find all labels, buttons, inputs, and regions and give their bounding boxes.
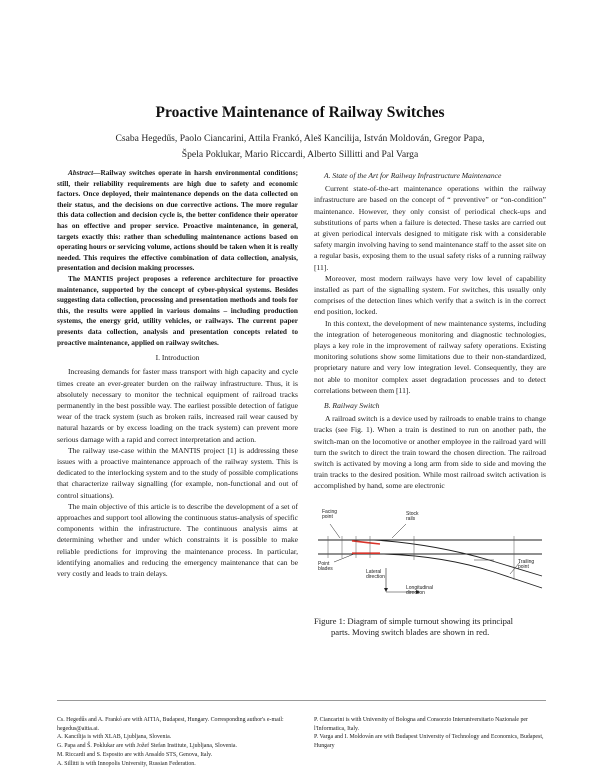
abstract-paragraph-1 — [57, 168, 298, 274]
footnote-affiliation-bologna: P. Ciancarini is with University of Bologna and Consorzio Interuniversitario Nazionale per l'Informatica, Italy. — [314, 717, 528, 732]
state-of-art-paragraph-2: Moreover, most modern railways have very low level of capability installed as part of the signalling system. For switches, this usually only comprises of the detection lines which verify that a switch is in the correct end position, locked. — [314, 273, 546, 317]
sleepers — [328, 536, 514, 580]
railway-switch-paragraph-1: A railroad switch is a device used by railroads to enable trains to change tracks (see Fig. 1). When a train is destined to run on another path, the switch-man on the locomotive or another employee in the railroad yard will turn the switch to direct the train toward the chosen direction. The railroad switch is activated by moving a long arm from side to side and moving the train tracks to the desired position. While most railroad switch activation is accomplished by hand, some are electronic — [314, 414, 546, 491]
pointer-blades — [334, 554, 354, 562]
label-lateral-direction: Lateral direction — [366, 568, 385, 581]
author-list — [50, 131, 550, 163]
label-point-blades: Point blades — [318, 560, 333, 573]
footnote-affiliation-aitia: Cs. Hegedűs and A. Frankó are with AITIA, Budapest, Hungary. Corresponding author's e-mail: hegedus@aitia.ai. — [57, 717, 284, 732]
section-heading-introduction: I. Introduction — [155, 353, 200, 363]
label-trailing-point: Trailing point — [518, 558, 535, 571]
label-facing-point: Facing point — [322, 508, 338, 521]
subsection-heading-state-of-art: A. State of the Art for Railway Infrastructure Maintenance — [324, 171, 502, 180]
footnote-affiliation-xlab: A. Kancilija is with XLAB, Ljubljana, Slovenia. — [57, 734, 172, 741]
abstract-text-1: —Railway switches operate in harsh environmental conditions; still, their reliability requirements are high due to safety and economic factors. Once deployed, their maintenance depends on the data collected on their status, and the decisions on due corrective actions. The more regular this data collection and decision cycle is, the better confidence their operator has on effective and proper service. Proactive maintenance, in general, targets exactly this: rather than scheduling maintenance actions based on operating hours or servicing volume, actions should be taken when it is really needed. This requires the effective combination of data collection, analysis, presentation and decision making processes. — [57, 168, 298, 273]
intro-paragraph-2: The railway use-case within the MANTIS project [1] is addressing these issues with a proactive maintenance approach of the railway system. This is dedicated to the interlocking system and to the study of possible complications that characterize railway signalling (for example, non-functional and out of control situations). — [57, 445, 298, 500]
turnout-figure — [314, 500, 546, 600]
left-column — [57, 168, 298, 579]
footnote-affiliation-jsi: G. Papa and Š. Poklukar are with Jožef Stefan Institute, Ljubljana, Slovenia. — [57, 743, 237, 750]
diverging-rail-inner — [374, 540, 542, 576]
abstract-paragraph-2: The MANTIS project proposes a reference architecture for proactive maintenance, supported by the concept of cyber-physical systems. Besides suggesting data collection, processing and presentation methods and tools for this, the results were applied in various domains – including production systems, the energy grid, utility vehicles, or railways. The current paper presents data collection, analysis and presentation concepts related to proactive maintenance, applied on railway switches. — [57, 273, 298, 347]
footnote-affiliation-ansaldo: M. Riccardi and S. Esposito are with Ansaldo STS, Genova, Italy. — [57, 751, 213, 758]
state-of-art-paragraph-1: Current state-of-the-art maintenance operations within the railway infrastructure are based on the concept of “ preventive” or “on-condition” maintenance. However, they only consist of periodical check-ups and substitutions of parts when a failure is detected. These tasks are carried out at given periodical intervals designed to mitigate risk with a considerable safety margin involving having to send maintenance staff to the asset site on a regular basis, exposing them to the usual safety risks of a running railway [11]. — [314, 184, 546, 272]
pointer-facing — [330, 524, 340, 538]
label-longitudinal-direction: Longitudinal direction — [406, 584, 433, 597]
caption-line-2: parts. Moving switch blades are shown in red. — [331, 626, 490, 637]
authors-line-1: Csaba Hegedűs, Paolo Ciancarini, Attila Frankó, Aleš Kancilija, István Moldován, Gregor Papa, — [115, 133, 485, 144]
footnotes-left — [57, 716, 302, 768]
figure-caption — [314, 616, 546, 638]
paper-title: Proactive Maintenance of Railway Switches — [155, 104, 445, 121]
authors-line-2: Špela Poklukar, Mario Riccardi, Alberto Sillitti and Pal Varga — [181, 149, 419, 160]
subsection-heading-railway-switch: B. Railway Switch — [324, 401, 380, 411]
caption-line-1: Figure 1: Diagram of simple turnout showing its principal — [314, 615, 514, 626]
footnote-divider — [57, 700, 546, 701]
right-column — [314, 170, 546, 638]
abstract-label: Abstract — [68, 168, 94, 177]
footnotes-right — [314, 716, 546, 751]
intro-paragraph-3: The main objective of this article is to describe the development of a set of approaches and support tool allowing the continuous status-analysis of specific components within the infrastructure. The continuous analysis aims at determining whether and under which constraints it is possible to make reliable predictions for improving the maintenance process. In particular, identifying anomalies and reducing the emergency maintenance that can be very costly and leads to train delays. — [57, 501, 298, 578]
pointer-stock — [392, 524, 406, 538]
intro-paragraph-1: Increasing demands for faster mass transport with high capacity and cycle times create an ever-greater burden on the railway infrastructure. Thus, it is absolutely necessary to monitor the technical equipment of railroad tracks permanently in the best possible way. The earliest possible detection of fatigue wear of the track system (such as broken rails, increased rail wear caused by natural hazards or by excess loading on the track system) can prevent more serious damage with a rapid and correct interpretation and action. — [57, 367, 298, 444]
footnote-affiliation-innopolis: A. Sillitti is with Innopolis University, Russian Federation. — [57, 760, 196, 767]
lateral-arrowhead — [384, 588, 388, 592]
label-stock-rails: Stock rails — [406, 510, 419, 523]
state-of-art-paragraph-3: In this context, the development of new maintenance systems, including the integration of heterogeneous monitoring and diagnostic technologies, plays a key role in the improvement of railway safety operations. Existing monitoring solutions show some limitations due to their non-standardized, proprietary nature and very low integration level. Consequently, they are not able to monitor complex asset degradation processes and to detect correlations between them [11]. — [314, 318, 546, 395]
footnote-affiliation-bme: P. Varga and I. Moldován are with Budapest University of Technology and Economics, Budapest, Hungary — [314, 734, 544, 750]
